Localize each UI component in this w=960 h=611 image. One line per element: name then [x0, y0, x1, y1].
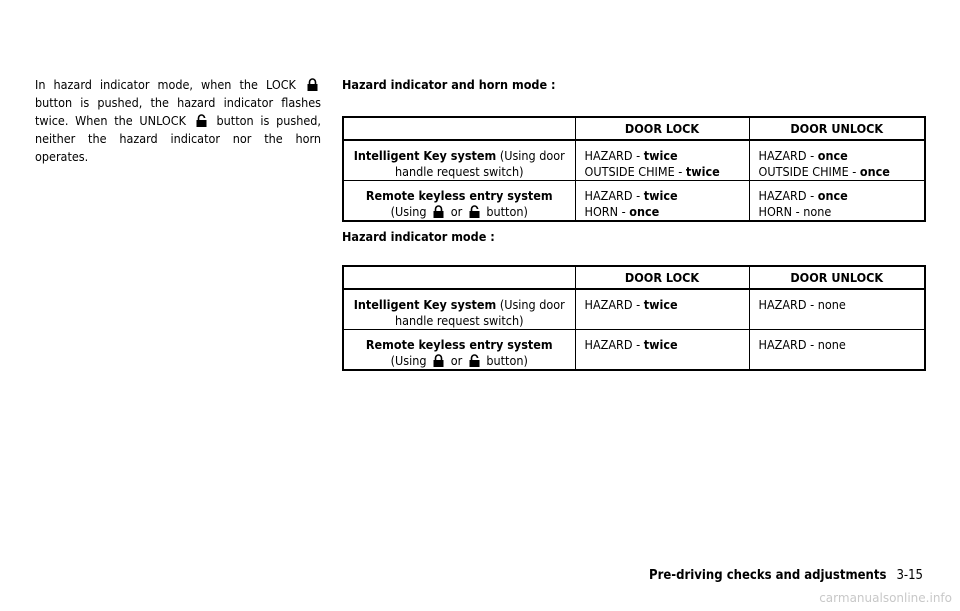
value-label: OUTSIDE CHIME -	[758, 164, 860, 179]
value-label: OUTSIDE CHIME -	[584, 164, 686, 179]
unlock-icon	[196, 114, 207, 127]
header-door-unlock: DOOR UNLOCK	[749, 266, 925, 289]
feature-cell	[343, 181, 575, 222]
unlock-icon	[469, 354, 480, 367]
door-unlock-cell	[749, 330, 925, 371]
lock-icon	[433, 354, 444, 367]
value-strong: once	[817, 188, 848, 203]
lock-icon	[433, 205, 444, 218]
feature-detail: or	[450, 353, 463, 368]
value-label: HORN -	[584, 204, 630, 219]
table-row	[343, 330, 925, 371]
watermark: carmanualsonline.info	[819, 591, 952, 605]
value-label: HAZARD - none	[758, 297, 846, 312]
value-strong: twice	[685, 164, 720, 179]
intro-text-2: button is pushed, the hazard indicator flashes twice. When the UNLOCK	[35, 95, 321, 128]
value-label: HAZARD -	[584, 188, 644, 203]
footer-section-title: Pre-driving checks and adjustments	[649, 568, 887, 583]
value-label: HAZARD -	[584, 297, 644, 312]
table-header-row	[343, 266, 925, 289]
header-door-unlock: DOOR UNLOCK	[749, 117, 925, 140]
value-strong: twice	[643, 188, 678, 203]
intro-text-3: button is pushed, neither the hazard indicator nor the horn operates.	[35, 113, 321, 164]
hazard-mode-table	[342, 265, 926, 371]
feature-detail: (Using door handle request switch)	[395, 148, 565, 179]
feature-detail: (Using door handle request switch)	[395, 297, 565, 328]
door-lock-cell	[575, 330, 749, 371]
door-lock-cell	[575, 140, 749, 181]
page-footer	[649, 568, 923, 583]
value-strong: once	[859, 164, 890, 179]
door-lock-cell	[575, 289, 749, 330]
section1-heading: Hazard indicator and horn mode :	[342, 77, 556, 92]
feature-name: Intelligent Key system	[353, 148, 497, 163]
feature-detail: (Using	[390, 353, 427, 368]
feature-detail: button)	[486, 204, 528, 219]
feature-name: Remote keyless entry system	[365, 337, 553, 352]
value-label: HAZARD - none	[758, 337, 846, 352]
value-label: HAZARD -	[758, 188, 818, 203]
door-unlock-cell	[749, 289, 925, 330]
lock-icon	[307, 78, 318, 91]
intro-paragraph	[35, 76, 321, 166]
value-strong: once	[817, 148, 848, 163]
header-blank	[343, 117, 575, 140]
value-label: HAZARD -	[584, 148, 644, 163]
value-strong: once	[629, 204, 660, 219]
feature-name: Intelligent Key system	[353, 297, 497, 312]
page-number: 3-15	[896, 568, 923, 583]
table-row	[343, 289, 925, 330]
feature-detail: or	[450, 204, 463, 219]
table-row	[343, 140, 925, 181]
value-label: HORN - none	[758, 204, 832, 219]
section2-heading: Hazard indicator mode :	[342, 229, 495, 244]
intro-text-1: In hazard indicator mode, when the LOCK	[35, 77, 296, 92]
feature-detail: (Using	[390, 204, 427, 219]
horn-mode-table	[342, 116, 926, 222]
value-strong: twice	[643, 337, 678, 352]
value-strong: twice	[643, 148, 678, 163]
table-row	[343, 181, 925, 222]
table-header-row	[343, 117, 925, 140]
value-label: HAZARD -	[758, 148, 818, 163]
door-unlock-cell	[749, 181, 925, 222]
feature-cell	[343, 289, 575, 330]
value-strong: twice	[643, 297, 678, 312]
door-unlock-cell	[749, 140, 925, 181]
header-door-lock: DOOR LOCK	[575, 266, 749, 289]
feature-cell	[343, 330, 575, 371]
door-lock-cell	[575, 181, 749, 222]
feature-cell	[343, 140, 575, 181]
value-label: HAZARD -	[584, 337, 644, 352]
header-door-lock: DOOR LOCK	[575, 117, 749, 140]
feature-name: Remote keyless entry system	[365, 188, 553, 203]
feature-detail: button)	[486, 353, 528, 368]
unlock-icon	[469, 205, 480, 218]
header-blank	[343, 266, 575, 289]
